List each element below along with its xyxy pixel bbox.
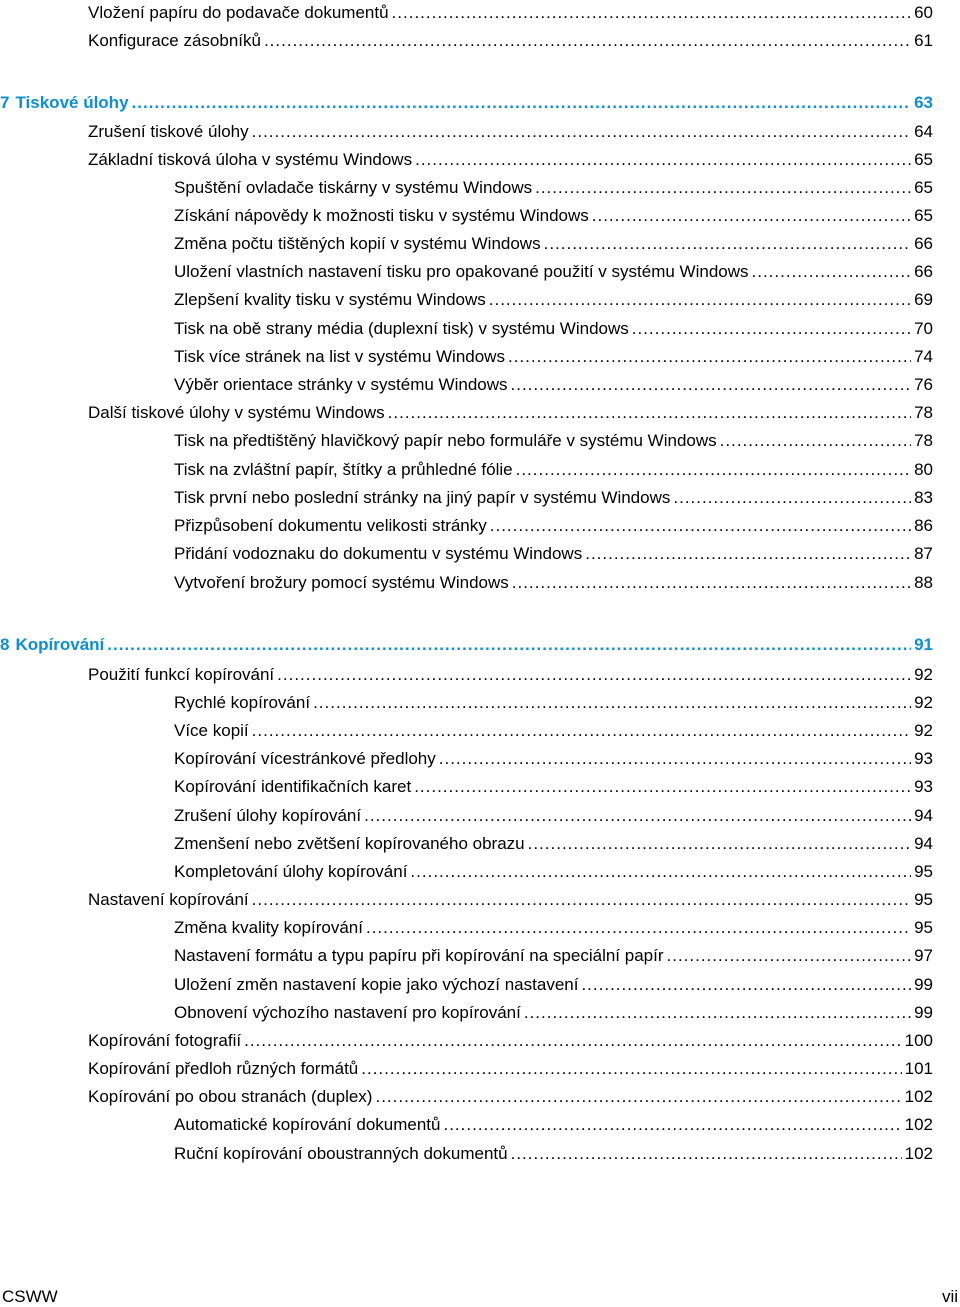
toc-entry-page-number: 93	[914, 777, 933, 796]
toc-entry-page-number: 61	[914, 31, 933, 50]
toc-chapter-entry[interactable]	[0, 92, 933, 114]
toc-entry-page-number: 60	[914, 3, 933, 22]
dot-leader	[366, 917, 911, 939]
dot-leader	[388, 402, 911, 424]
toc-entry-title: Kopírování fotografií	[88, 1031, 242, 1050]
toc-entry-page-number: 102	[904, 1144, 933, 1163]
toc-entry-title: Uložení vlastních nastavení tisku pro opakované použití v systému Windows	[174, 262, 749, 281]
toc-entry-title: Kopírování identifikačních karet	[174, 777, 412, 796]
toc-entry[interactable]	[88, 2, 933, 24]
dot-leader	[720, 430, 911, 452]
dot-leader	[511, 374, 912, 396]
toc-entry-page-number: 69	[914, 290, 933, 309]
toc-entry-title: Kopírování předloh různých formátů	[88, 1059, 359, 1078]
toc-entry-title: Výběr orientace stránky v systému Windows	[174, 375, 508, 394]
dot-leader	[107, 634, 911, 656]
toc-entry-page-number: 95	[914, 918, 933, 937]
toc-entry[interactable]	[174, 720, 933, 742]
toc-entry-title: Více kopií	[174, 721, 249, 740]
toc-entry-title: Rychlé kopírování	[174, 693, 311, 712]
toc-entry-title: Kopírování vícestránkové předlohy	[174, 749, 436, 768]
toc-entry-page-number: 92	[914, 693, 933, 712]
dot-leader	[392, 2, 912, 24]
toc-entry-page-number: 102	[904, 1115, 933, 1134]
toc-entry[interactable]	[174, 543, 933, 565]
toc-entry[interactable]	[174, 1002, 933, 1024]
toc-entry-title: Zrušení tiskové úlohy	[88, 122, 249, 141]
toc-entry[interactable]	[174, 459, 933, 481]
toc-entry-page-number: 78	[914, 431, 933, 450]
dot-leader	[592, 205, 911, 227]
dot-leader	[252, 121, 911, 143]
dot-leader	[443, 1114, 901, 1136]
toc-entry-page-number: 86	[914, 516, 933, 535]
toc-chapter-number: 8	[0, 635, 10, 654]
toc-entry-page-number: 66	[914, 234, 933, 253]
toc-entry[interactable]	[174, 289, 933, 311]
dot-leader	[528, 833, 911, 855]
dot-leader	[361, 1058, 901, 1080]
toc-entry[interactable]	[174, 374, 933, 396]
toc-entry-page-number: 91	[914, 635, 933, 654]
toc-entry[interactable]	[174, 748, 933, 770]
toc-entry[interactable]	[174, 430, 933, 452]
dot-leader	[252, 720, 911, 742]
toc-entry-page-number: 93	[914, 749, 933, 768]
toc-entry[interactable]	[88, 664, 933, 686]
toc-entry-page-number: 66	[914, 262, 933, 281]
dot-leader	[535, 177, 911, 199]
toc-entry-title: Uložení změn nastavení kopie jako výchozí nastavení	[174, 975, 579, 994]
toc-entry-title: Tiskové úlohy	[15, 93, 129, 112]
toc-entry-page-number: 100	[904, 1031, 933, 1050]
toc-entry-page-number: 65	[914, 178, 933, 197]
dot-leader	[516, 459, 911, 481]
footer-left-label: CSWW	[2, 1287, 58, 1306]
dot-leader	[439, 748, 911, 770]
toc-entry[interactable]	[174, 833, 933, 855]
toc-entry-page-number: 70	[914, 319, 933, 338]
toc-entry-page-number: 92	[914, 665, 933, 684]
toc-entry[interactable]	[174, 861, 933, 883]
toc-entry-page-number: 94	[914, 834, 933, 853]
toc-chapter-entry[interactable]	[0, 634, 933, 656]
toc-entry-title: Ruční kopírování oboustranných dokumentů	[174, 1144, 508, 1163]
toc-entry[interactable]	[174, 318, 933, 340]
toc-entry[interactable]	[174, 205, 933, 227]
dot-leader	[414, 776, 911, 798]
toc-chapter-number: 7	[0, 93, 10, 112]
dot-leader	[511, 1143, 902, 1165]
toc-entry-title: Tisk první nebo poslední stránky na jiný papír v systému Windows	[174, 488, 671, 507]
dot-leader	[375, 1086, 901, 1108]
dot-leader	[244, 1030, 902, 1052]
footer-page-number: vii	[941, 1287, 958, 1306]
dot-leader	[364, 805, 911, 827]
toc-entry-title: Získání nápovědy k možnosti tisku v systému Windows	[174, 206, 589, 225]
toc-entry[interactable]	[88, 149, 933, 171]
toc-entry[interactable]	[174, 692, 933, 714]
toc-entry[interactable]	[174, 776, 933, 798]
toc-entry-title: Zmenšení nebo zvětšení kopírovaného obrazu	[174, 834, 525, 853]
toc-entry-title: Kopírování po obou stranách (duplex)	[88, 1087, 373, 1106]
toc-entry[interactable]	[174, 261, 933, 283]
dot-leader	[410, 861, 911, 883]
toc-entry-page-number: 80	[914, 460, 933, 479]
toc-entry-title: Vytvoření brožury pomocí systému Windows	[174, 573, 509, 592]
toc-entry-page-number: 63	[914, 93, 933, 112]
dot-leader	[752, 261, 912, 283]
toc-entry-page-number: 97	[914, 946, 933, 965]
dot-leader	[581, 974, 911, 996]
toc-entry-title: Změna počtu tištěných kopií v systému Windows	[174, 234, 541, 253]
dot-leader	[524, 1002, 911, 1024]
toc-entry-title: Automatické kopírování dokumentů	[174, 1115, 441, 1134]
toc-entry[interactable]	[174, 346, 933, 368]
dot-leader	[544, 233, 911, 255]
toc-entry-title: Konfigurace zásobníků	[88, 31, 261, 50]
toc-entry-title: Základní tisková úloha v systému Windows	[88, 150, 413, 169]
toc-entry-title: Obnovení výchozího nastavení pro kopírování	[174, 1003, 521, 1022]
toc-entry[interactable]	[88, 1030, 933, 1052]
toc-entry-page-number: 74	[914, 347, 933, 366]
toc-entry-page-number: 102	[904, 1087, 933, 1106]
toc-entry[interactable]	[174, 917, 933, 939]
toc-entry[interactable]	[88, 121, 933, 143]
dot-leader	[277, 664, 911, 686]
toc-entry-page-number: 94	[914, 806, 933, 825]
toc-entry-title: Použití funkcí kopírování	[88, 665, 275, 684]
toc-entry-title: Kompletování úlohy kopírování	[174, 862, 408, 881]
dot-leader	[415, 149, 911, 171]
toc-entry-page-number: 99	[914, 1003, 933, 1022]
dot-leader	[132, 92, 912, 114]
toc-entry-title: Další tiskové úlohy v systému Windows	[88, 403, 385, 422]
toc-entry[interactable]	[174, 1143, 933, 1165]
toc-entry-page-number: 99	[914, 975, 933, 994]
dot-leader	[313, 692, 911, 714]
toc-entry-page-number: 88	[914, 573, 933, 592]
toc-entry-title: Tisk na předtištěný hlavičkový papír nebo formuláře v systému Windows	[174, 431, 717, 450]
toc-entry[interactable]	[88, 30, 933, 52]
toc-entry-title: Spuštění ovladače tiskárny v systému Windows	[174, 178, 533, 197]
toc-entry[interactable]	[174, 233, 933, 255]
toc-entry-page-number: 65	[914, 150, 933, 169]
dot-leader	[585, 543, 911, 565]
toc-entry-title: Změna kvality kopírování	[174, 918, 363, 937]
dot-leader	[252, 889, 911, 911]
toc-entry-title: Nastavení formátu a typu papíru při kopírování na speciální papír	[174, 946, 664, 965]
toc-entry[interactable]	[174, 515, 933, 537]
dot-leader	[667, 945, 912, 967]
toc-entry-title: Tisk na obě strany média (duplexní tisk) v systému Windows	[174, 319, 629, 338]
toc-entry-page-number: 64	[914, 122, 933, 141]
toc-entry[interactable]	[88, 889, 933, 911]
dot-leader	[489, 289, 911, 311]
toc-entry-page-number: 95	[914, 862, 933, 881]
toc-entry[interactable]	[88, 402, 933, 424]
dot-leader	[508, 346, 911, 368]
toc-entry-title: Kopírování	[15, 635, 105, 654]
toc-entry[interactable]	[88, 1086, 933, 1108]
toc-entry-page-number: 83	[914, 488, 933, 507]
toc-entry-page-number: 76	[914, 375, 933, 394]
toc-entry-title: Zrušení úlohy kopírování	[174, 806, 362, 825]
dot-leader	[264, 30, 911, 52]
toc-entry[interactable]	[174, 805, 933, 827]
toc-entry-page-number: 65	[914, 206, 933, 225]
dot-leader	[490, 515, 911, 537]
toc-entry[interactable]	[174, 572, 933, 594]
dot-leader	[673, 487, 911, 509]
toc-entry-page-number: 92	[914, 721, 933, 740]
toc-entry[interactable]	[174, 487, 933, 509]
toc-entry-page-number: 78	[914, 403, 933, 422]
toc-entry[interactable]	[88, 1058, 933, 1080]
toc-entry[interactable]	[174, 974, 933, 996]
toc-entry-title: Přidání vodoznaku do dokumentu v systému Windows	[174, 544, 583, 563]
toc-entry[interactable]	[174, 1114, 933, 1136]
toc-entry-page-number: 87	[914, 544, 933, 563]
toc-entry[interactable]	[174, 177, 933, 199]
toc-entry-title: Přizpůsobení dokumentu velikosti stránky	[174, 516, 487, 535]
dot-leader	[512, 572, 911, 594]
toc-entry-title: Tisk na zvláštní papír, štítky a průhledné fólie	[174, 460, 513, 479]
toc-entry-title: Tisk více stránek na list v systému Windows	[174, 347, 505, 366]
toc-entry[interactable]	[174, 945, 933, 967]
toc-entry-page-number: 101	[904, 1059, 933, 1078]
toc-entry-page-number: 95	[914, 890, 933, 909]
toc-entry-title: Nastavení kopírování	[88, 890, 249, 909]
toc-entry-title: Vložení papíru do podavače dokumentů	[88, 3, 389, 22]
dot-leader	[632, 318, 911, 340]
toc-entry-title: Zlepšení kvality tisku v systému Windows	[174, 290, 486, 309]
